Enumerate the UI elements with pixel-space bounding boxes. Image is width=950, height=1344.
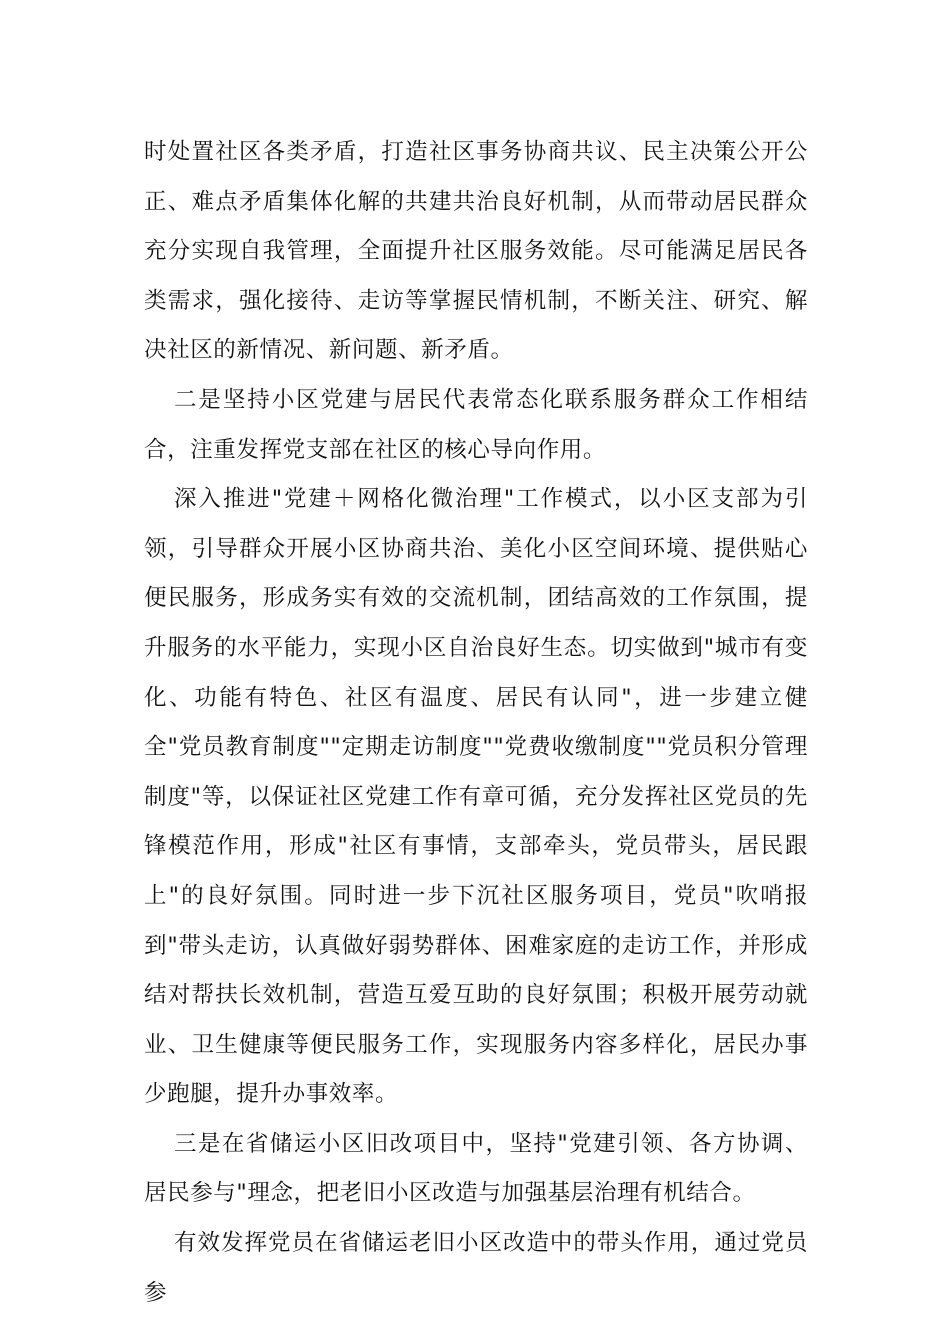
paragraph-grid-governance: 深入推进"党建＋网格化微治理"工作模式，以小区支部为引领，引导群众开展小区协商共治、美化小区空间环境、提供贴心便民服务，形成务实有效的交流机制，团结高效的工作氛围，提升服务的水平能力，实现小区自治良好生态。切实做到"城市有变化、功能有特色、社区有温度、居民有认同"，进一步建立健全"党员教育制度""定期走访制度""党费收缴制度""党员积分管理制度"等，以保证社区党建工作有章可循，充分发挥社区党员的先锋模范作用，形成"社区有事情，支部牵头，党员带头，居民跟上"的良好氛围。同时进一步下沉社区服务项目，党员"吹哨报到"带头走访，认真做好弱势群体、困难家庭的走访工作，并形成结对帮扶长效机制，营造互爱互助的良好氛围；积极开展劳动就业、卫生健康等便民服务工作，实现服务内容多样化，居民办事少跑腿，提升办事效率。	[144, 486, 808, 1108]
document-body	[144, 128, 808, 1318]
paragraph-point-three: 三是在省储运小区旧改项目中，坚持"党建引领、各方协调、居民参与"理念，把老旧小区改造与加强基层治理有机结合。	[144, 1130, 808, 1207]
paragraph-continuation: 时处置社区各类矛盾，打造社区事务协商共议、民主决策公开公正、难点矛盾集体化解的共建共治良好机制，从而带动居民群众充分实现自我管理，全面提升社区服务效能。尽可能满足居民各类需求，强化接待、走访等掌握民情机制，不断关注、研究、解决社区的新情况、新问题、新矛盾。	[144, 139, 808, 364]
paragraph-party-member-role: 有效发挥党员在省储运老旧小区改造中的带头作用，通过党员参	[144, 1230, 808, 1306]
paragraph-point-two: 二是坚持小区党建与居民代表常态化联系服务群众工作相结合，注重发挥党支部在社区的核心导向作用。	[144, 386, 808, 463]
